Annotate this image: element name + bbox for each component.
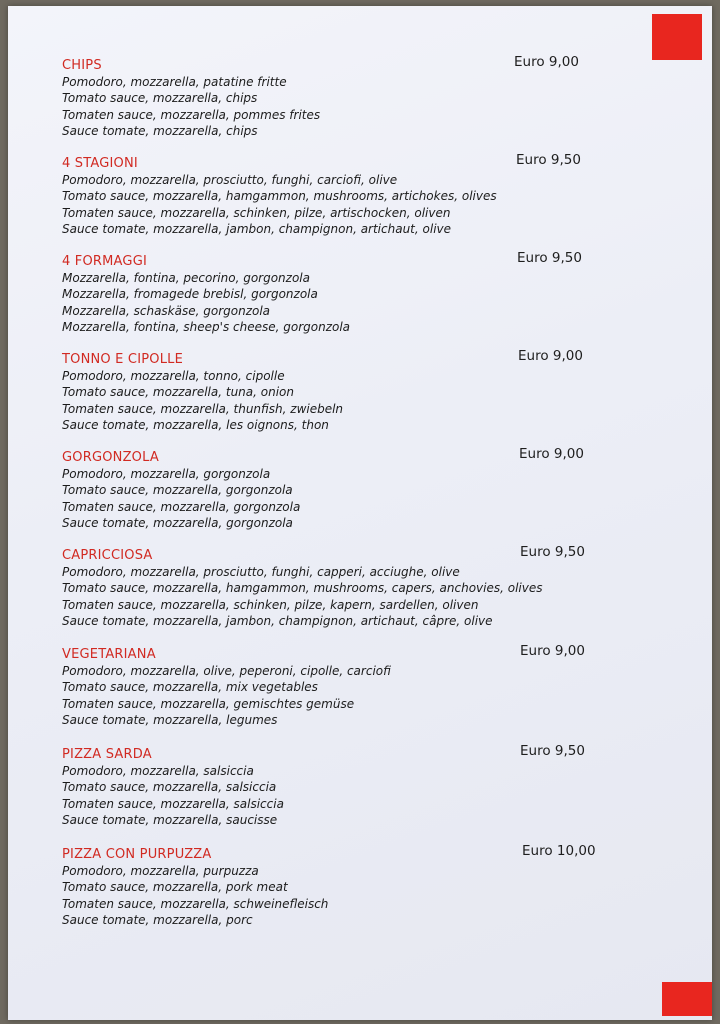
item-description-italian: Mozzarella, fontina, pecorino, gorgonzola	[62, 271, 310, 285]
menu-item	[62, 643, 662, 728]
item-description-english: Tomato sauce, mozzarella, salsiccia	[62, 780, 277, 795]
item-description-german: Tomaten sauce, mozzarella, gemischtes gemüse	[62, 696, 355, 711]
item-price: Euro 9,00	[520, 643, 585, 659]
item-price: Euro 9,50	[517, 250, 582, 266]
item-name: PIZZA SARDA	[62, 747, 152, 762]
item-description-italian: Pomodoro, mozzarella, purpuzza	[62, 864, 259, 878]
menu-item	[62, 250, 662, 335]
item-price: Euro 10,00	[522, 843, 596, 859]
item-description-english: Tomato sauce, mozzarella, gorgonzola	[62, 483, 293, 498]
item-description-french: Sauce tomate, mozzarella, les oignons, thon	[62, 417, 329, 432]
item-description-french: Sauce tomate, mozzarella, porc	[62, 912, 253, 927]
item-description-german: Tomaten sauce, mozzarella, schinken, pilze, artischocken, oliven	[62, 205, 451, 220]
item-name: VEGETARIANA	[62, 647, 156, 662]
item-description-german: Tomaten sauce, mozzarella, thunfish, zwiebeln	[62, 401, 344, 416]
item-price: Euro 9,00	[518, 348, 583, 364]
item-name: CHIPS	[62, 58, 102, 73]
item-description-french: Sauce tomate, mozzarella, jambon, champignon, artichaut, olive	[62, 221, 452, 236]
item-name: 4 STAGIONI	[62, 156, 138, 171]
item-description-italian: Pomodoro, mozzarella, tonno, cipolle	[62, 369, 285, 383]
item-description-french: Sauce tomate, mozzarella, gorgonzola	[62, 515, 293, 530]
item-name: GORGONZOLA	[62, 450, 159, 465]
item-description-french: Sauce tomate, mozzarella, jambon, champignon, artichaut, câpre, olive	[62, 613, 493, 628]
menu-item	[62, 743, 662, 828]
item-price: Euro 9,50	[520, 743, 585, 759]
item-price: Euro 9,50	[520, 544, 585, 560]
item-price: Euro 9,00	[514, 54, 579, 70]
item-description-english: Tomato sauce, mozzarella, pork meat	[62, 880, 288, 895]
item-description-english: Tomato sauce, mozzarella, mix vegetables	[62, 680, 318, 695]
item-description-german: Tomaten sauce, mozzarella, schweinefleisch	[62, 896, 329, 911]
menu-item	[62, 843, 662, 928]
item-price: Euro 9,50	[516, 152, 581, 168]
item-description-italian: Pomodoro, mozzarella, patatine fritte	[62, 75, 287, 89]
menu-item	[62, 446, 662, 531]
item-description-italian: Pomodoro, mozzarella, prosciutto, funghi, carciofi, olive	[62, 173, 398, 187]
item-description-english: Tomato sauce, mozzarella, tuna, onion	[62, 385, 294, 400]
item-description-french: Sauce tomate, mozzarella, legumes	[62, 712, 278, 727]
item-description-english: Tomato sauce, mozzarella, chips	[62, 91, 258, 106]
item-description-german: Tomaten sauce, mozzarella, pommes frites	[62, 107, 321, 122]
menu-item	[62, 54, 662, 139]
item-description-french: Sauce tomate, mozzarella, saucisse	[62, 812, 278, 827]
item-name: PIZZA CON PURPUZZA	[62, 847, 212, 862]
menu-item	[62, 348, 662, 433]
item-description-italian: Pomodoro, mozzarella, olive, peperoni, cipolle, carciofi	[62, 664, 391, 678]
red-corner-tab	[652, 14, 702, 60]
item-price: Euro 9,00	[519, 446, 584, 462]
item-description-english: Mozzarella, fromagede brebisl, gorgonzola	[62, 287, 318, 302]
item-name: 4 FORMAGGI	[62, 254, 148, 269]
item-description-german: Tomaten sauce, mozzarella, schinken, pilze, kapern, sardellen, oliven	[62, 597, 479, 612]
menu-item	[62, 152, 662, 237]
item-description-italian: Pomodoro, mozzarella, salsiccia	[62, 764, 254, 778]
item-description-english: Tomato sauce, mozzarella, hamgammon, mushrooms, artichokes, olives	[62, 189, 497, 204]
red-corner-tab	[662, 982, 712, 1016]
item-description-german: Tomaten sauce, mozzarella, salsiccia	[62, 796, 284, 811]
item-description-italian: Pomodoro, mozzarella, gorgonzola	[62, 467, 271, 481]
item-name: TONNO E CIPOLLE	[62, 352, 184, 367]
item-description-italian: Pomodoro, mozzarella, prosciutto, funghi, capperi, acciughe, olive	[62, 565, 460, 579]
item-description-english: Tomato sauce, mozzarella, hamgammon, mushrooms, capers, anchovies, olives	[62, 581, 543, 596]
menu-page	[8, 6, 712, 1020]
menu-item	[62, 544, 662, 629]
item-description-french: Mozzarella, fontina, sheep's cheese, gorgonzola	[62, 319, 351, 334]
item-description-german: Mozzarella, schaskäse, gorgonzola	[62, 303, 271, 318]
item-description-german: Tomaten sauce, mozzarella, gorgonzola	[62, 499, 301, 514]
item-description-french: Sauce tomate, mozzarella, chips	[62, 123, 258, 138]
item-name: CAPRICCIOSA	[62, 548, 153, 563]
